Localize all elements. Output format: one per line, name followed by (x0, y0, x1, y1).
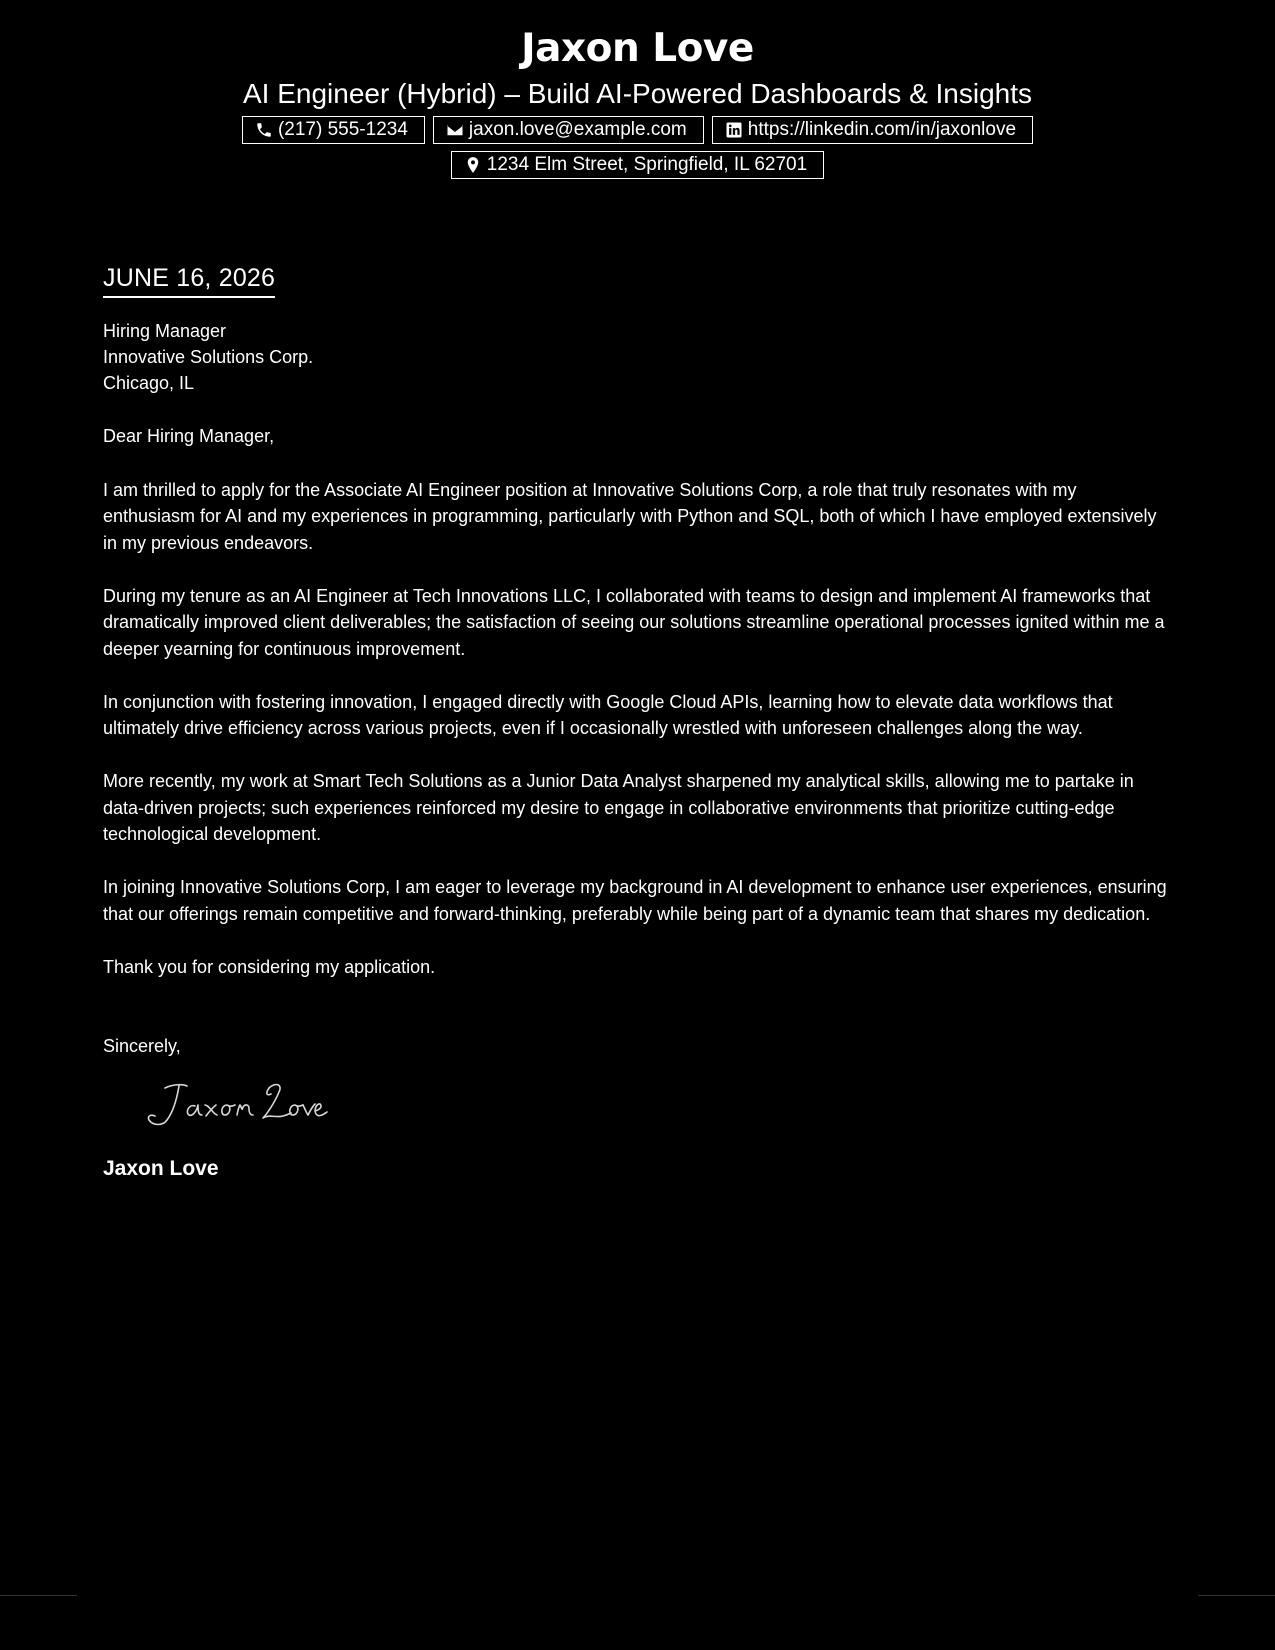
applicant-name: Jaxon Love (521, 26, 754, 71)
job-title: AI Engineer (Hybrid) – Build AI-Powered Dashboards & Insights (242, 78, 1033, 109)
linkedin-icon (725, 121, 743, 139)
signature-drawing (143, 1074, 333, 1136)
paragraph-5: In joining Innovative Solutions Corp, I am eager to leverage my background in AI development to enhance user experiences, ensuring that our offerings remain competitive and forward-thinking, preferably while being part of a dynamic team that shares my dedication. (103, 877, 1167, 924)
contact-row-secondary (0, 151, 1275, 179)
address-text: 1234 Elm Street, Springfield, IL 62701 (486, 154, 808, 175)
paragraph-2: During my tenure as an AI Engineer at Tech Innovations LLC, I collaborated with teams to design and implement AI frameworks that dramatically improved client deliverables; the satisfaction of seeing our solutions streamline operational processes ignited within me a deeper yearning for continuous improvement. (103, 585, 1165, 659)
letter-date: JUNE 16, 2026 (103, 262, 275, 298)
linkedin-contact[interactable] (712, 116, 1033, 144)
paragraph-1: I am thrilled to apply for the Associate AI Engineer position at Innovative Solutions Corp, a role that truly resonates with my enthusiasm for AI and my experiences in programming, particularly with Python and SQL, both of which I have employed extensively in my previous endeavors. (103, 479, 1157, 553)
letter-body (103, 262, 1173, 1182)
paragraph-3: In conjunction with fostering innovation, I engaged directly with Google Cloud APIs, learning how to elevate data workflows that ultimately drive efficiency across various projects, even if I occasionally wrestled with unforeseen challenges along the way. (103, 691, 1113, 738)
map-pin-icon (464, 156, 482, 174)
letter-header (0, 22, 1275, 186)
email-contact[interactable] (433, 116, 704, 144)
salutation: Dear Hiring Manager, (103, 426, 275, 446)
handwritten-signature (143, 1074, 1173, 1136)
contact-row-primary (0, 116, 1275, 144)
recipient-location: Chicago, IL (103, 373, 195, 393)
envelope-icon (446, 121, 464, 139)
phone-text: (217) 555-1234 (277, 119, 408, 140)
recipient-block (103, 318, 1173, 396)
closing-thanks: Thank you for considering my application. (103, 956, 436, 977)
paragraph-4: More recently, my work at Smart Tech Solutions as a Junior Data Analyst sharpened my analytical skills, allowing me to partake in data-driven projects; such experiences reinforced my desire to engage in collaborative environments that prioritize cutting-edge technological development. (103, 771, 1134, 844)
phone-contact[interactable] (242, 116, 425, 144)
footer-rule-right (1198, 1595, 1275, 1596)
recipient-company: Innovative Solutions Corp. (103, 347, 314, 367)
footer-rule-left (0, 1595, 77, 1596)
address-contact (451, 151, 824, 179)
recipient-title: Hiring Manager (103, 321, 227, 341)
signoff: Sincerely, (103, 1036, 181, 1056)
linkedin-text: https://linkedin.com/in/jaxonlove (747, 119, 1017, 140)
email-text: jaxon.love@example.com (468, 119, 687, 140)
phone-icon (255, 121, 273, 139)
signer-name: Jaxon Love (103, 1156, 219, 1180)
